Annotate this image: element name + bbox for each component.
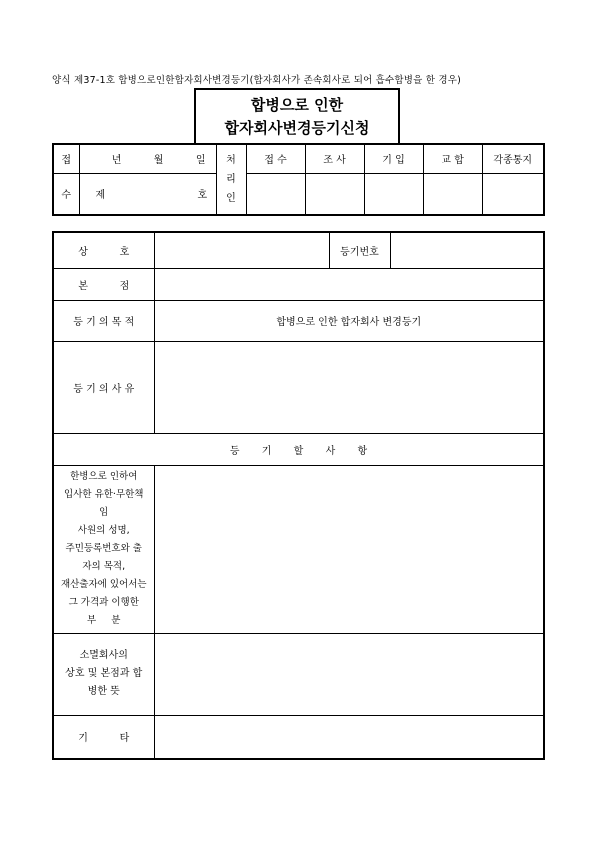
processing-char-3: 인 xyxy=(226,193,236,204)
purpose-label: 등 기 의 목 적 xyxy=(53,300,154,341)
trade-name-label: 상 호 xyxy=(53,232,154,268)
partners-label-line: 사원의 성명, xyxy=(77,525,130,536)
form-number-caption: 양식 제37-1호 합병으로인한합자회사변경등기(합자회사가 존속회사로 되어 흡수합병을 한 경우) xyxy=(52,75,462,86)
reason-label: 등 기 의 사 유 xyxy=(53,341,154,433)
head-office-field[interactable] xyxy=(154,268,544,300)
partners-label-line: 입사한 유한·무한책 xyxy=(64,489,144,500)
processing-char-1: 처 xyxy=(226,155,236,166)
other-label: 기 타 xyxy=(53,715,154,759)
partners-label-line: 재산출자에 있어서는 xyxy=(60,579,147,590)
reception-label-bottom: 수 xyxy=(53,173,79,215)
dissolved-label-line: 상호 및 본점과 합 xyxy=(65,668,143,679)
trade-name-field[interactable] xyxy=(154,232,329,268)
application-table xyxy=(52,231,545,760)
receipt-table xyxy=(52,143,545,216)
reception-label-top: 접 xyxy=(53,144,79,173)
partners-label-line: 자의 목적, xyxy=(82,561,126,572)
dissolved-label-line: 병한 뜻 xyxy=(87,686,120,697)
processing-char-2: 리 xyxy=(226,174,236,185)
matters-header: 등 기 할 사 항 xyxy=(53,433,544,465)
dissolved-company-field[interactable] xyxy=(154,633,544,715)
date-day-label: 일 xyxy=(195,155,206,167)
sign-entry[interactable] xyxy=(364,173,423,215)
date-month-label: 월 xyxy=(153,155,164,167)
sign-notices[interactable] xyxy=(482,173,544,215)
col-review: 조 사 xyxy=(305,144,364,173)
date-year-label: 년 xyxy=(111,155,122,167)
reception-date[interactable] xyxy=(79,144,216,173)
dissolved-label-line: 소멸회사의 xyxy=(79,650,128,661)
partners-label-line: 부 분 xyxy=(87,615,121,626)
processing-label xyxy=(216,144,246,215)
reason-field[interactable] xyxy=(154,341,544,433)
partners-label-line: 임 xyxy=(99,507,109,518)
dissolved-company-label xyxy=(53,633,154,715)
form-title-line2: 합자회사변경등기신청 xyxy=(224,119,370,137)
reception-number[interactable] xyxy=(79,173,216,215)
col-verify: 교 합 xyxy=(423,144,482,173)
col-notices: 각종통지 xyxy=(482,144,544,173)
partners-label-line: 주민등록번호와 출 xyxy=(65,543,142,554)
form-title-line1: 합병으로 인한 xyxy=(250,96,344,114)
col-entry: 기 입 xyxy=(364,144,423,173)
registration-number-field[interactable] xyxy=(390,232,544,268)
partners-label xyxy=(53,465,154,633)
sign-review[interactable] xyxy=(305,173,364,215)
col-reception: 접 수 xyxy=(246,144,305,173)
registration-number-label: 등기번호 xyxy=(329,232,390,268)
head-office-label: 본 점 xyxy=(53,268,154,300)
partners-label-line: 한병으로 인하여 xyxy=(70,471,138,482)
partners-label-line: 그 가격과 이행한 xyxy=(68,597,139,608)
form-title xyxy=(194,88,400,143)
partners-field[interactable] xyxy=(154,465,544,633)
number-suffix: 호 xyxy=(197,190,208,202)
sign-verify[interactable] xyxy=(423,173,482,215)
number-prefix: 제 xyxy=(95,190,106,202)
other-field[interactable] xyxy=(154,715,544,759)
sign-reception[interactable] xyxy=(246,173,305,215)
purpose-value: 합병으로 인한 합자회사 변경등기 xyxy=(154,300,544,341)
